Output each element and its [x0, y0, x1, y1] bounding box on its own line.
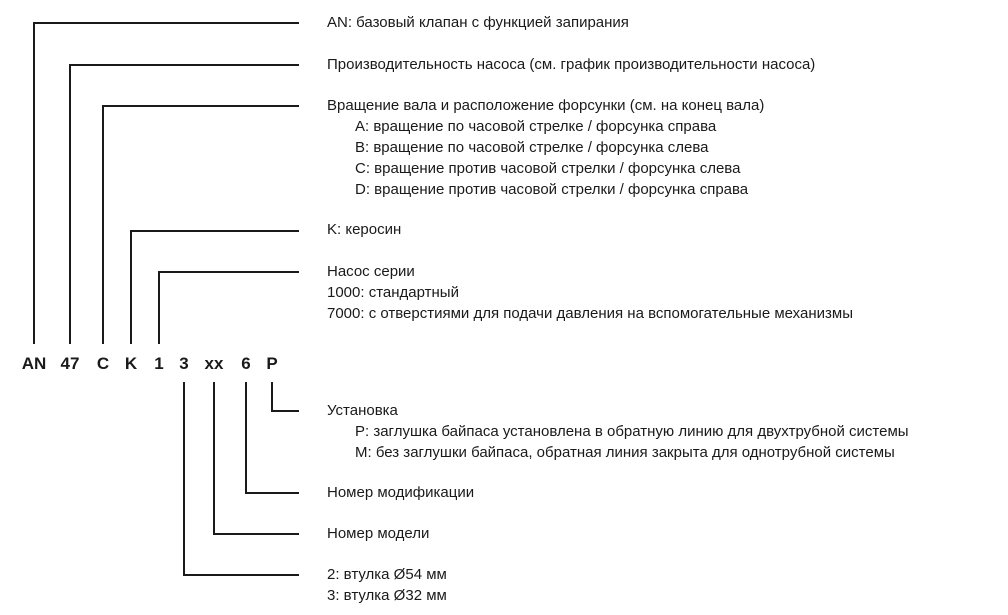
rotation-option-b: B: вращение по часовой стрелке / форсунка слева [355, 139, 709, 156]
connector-model-horizontal [213, 533, 299, 535]
connector-fuel-vertical [130, 230, 132, 344]
connector-capacity-vertical [69, 64, 71, 344]
label-an: AN: базовый клапан с функцией запирания [327, 14, 629, 31]
rotation-option-c: C: вращение против часовой стрелки / форсунка слева [355, 160, 741, 177]
series-option-7000: 7000: с отверстиями для подачи давления на вспомогательные механизмы [327, 305, 853, 322]
code-token-model: xx [204, 354, 224, 373]
connector-rotation-vertical [102, 105, 104, 344]
code-token-installation: P [266, 354, 278, 373]
connector-an-vertical [33, 22, 35, 344]
bushing-option-2: 2: втулка Ø54 мм [327, 566, 447, 583]
code-token-series: 1 [154, 354, 164, 373]
connector-bushing-horizontal [183, 574, 299, 576]
connector-rotation-horizontal [102, 105, 299, 107]
connector-series-horizontal [158, 271, 299, 273]
label-installation [327, 400, 909, 463]
label-series-title: Насос серии [327, 263, 415, 280]
label-rotation-title: Вращение вала и расположение форсунки (см. на конец вала) [327, 97, 765, 114]
code-token-an: AN [21, 354, 47, 373]
connector-model-vertical [213, 382, 215, 535]
label-series [327, 261, 853, 324]
code-token-capacity: 47 [60, 354, 80, 373]
connector-fuel-horizontal [130, 230, 299, 232]
connector-installation-vertical [271, 382, 273, 412]
label-capacity: Производительность насоса (см. график производительности насоса) [327, 56, 816, 73]
connector-modification-vertical [245, 382, 247, 494]
label-installation-title: Установка [327, 402, 398, 419]
label-fuel: K: керосин [327, 221, 402, 238]
connector-an-horizontal [33, 22, 299, 24]
rotation-option-a: A: вращение по часовой стрелке / форсунка справа [355, 118, 717, 135]
rotation-option-d: D: вращение против часовой стрелки / форсунка справа [355, 181, 749, 198]
connector-series-vertical [158, 271, 160, 344]
bushing-option-3: 3: втулка Ø32 мм [327, 587, 447, 604]
label-modification: Номер модификации [327, 484, 475, 501]
code-token-modification: 6 [241, 354, 251, 373]
series-option-1000: 1000: стандартный [327, 284, 459, 301]
label-rotation [327, 95, 764, 200]
code-token-bushing: 3 [179, 354, 189, 373]
connector-modification-horizontal [245, 492, 299, 494]
label-bushing [327, 564, 447, 606]
connector-bushing-vertical [183, 382, 185, 576]
label-model: Номер модели [327, 525, 430, 542]
installation-option-m: M: без заглушки байпаса, обратная линия закрыта для однотрубной системы [355, 444, 895, 461]
installation-option-p: P: заглушка байпаса установлена в обратную линию для двухтрубной системы [355, 423, 909, 440]
code-token-fuel: K [124, 354, 138, 373]
code-token-rotation: C [96, 354, 110, 373]
connector-capacity-horizontal [69, 64, 299, 66]
connector-installation-horizontal [271, 410, 299, 412]
